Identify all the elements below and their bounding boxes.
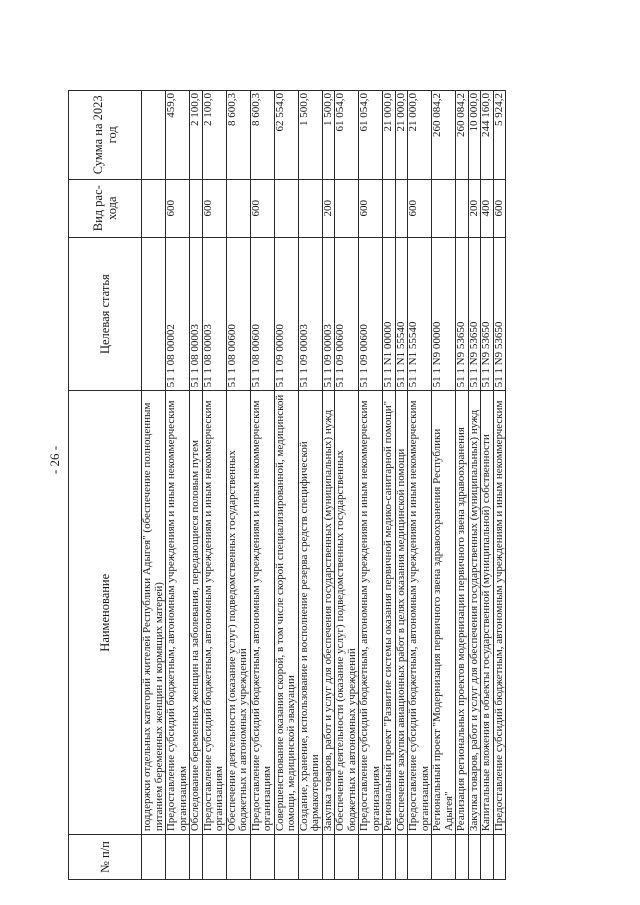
row-code: 51 1 N9 53650: [493, 237, 506, 391]
table-row: [335, 91, 359, 880]
row-code: 51 1 N9 53650: [468, 237, 481, 391]
table-row: [298, 91, 322, 880]
table-row: [395, 91, 408, 880]
row-number: [383, 835, 396, 880]
row-code: 51 1 08 00003: [202, 237, 226, 391]
table-row: [322, 91, 335, 880]
row-expense-type: 600: [493, 179, 506, 237]
table-header-row: [69, 91, 142, 880]
header-name: Наименование: [69, 391, 142, 835]
row-expense-type: 200: [468, 179, 481, 237]
row-expense-type: [432, 179, 456, 237]
row-amount: 1 500,0: [298, 91, 322, 180]
row-number: [493, 835, 506, 880]
row-expense-type: [456, 179, 469, 237]
row-name: Обеспечение деятельности (оказание услуг) подведомственных государственных бюджетных и автономных учреждений: [335, 391, 359, 835]
row-expense-type: [274, 179, 298, 237]
row-amount: 21 000,0: [383, 91, 396, 180]
row-name: Предоставление субсидий бюджетным, автономным учреждениям и иным некоммерческим организациям: [202, 391, 226, 835]
row-name: Капитальные вложения в объекты государственной (муниципальной) собственности: [481, 391, 494, 835]
row-number: [142, 835, 166, 880]
row-amount: 1 500,0: [322, 91, 335, 180]
row-expense-type: 600: [408, 179, 432, 237]
row-code: 51 1 N1 00000: [383, 237, 396, 391]
row-number: [322, 835, 335, 880]
row-name: Обеспечение деятельности (оказание услуг) подведомственных государственных бюджетных и автономных учреждений: [226, 391, 250, 835]
row-name: Совершенствование оказания скорой, в том числе скорой специализированной, медицинской помощи, медицинской эвакуации: [274, 391, 298, 835]
table-row: [250, 91, 274, 880]
row-number: [190, 835, 203, 880]
row-expense-type: 600: [359, 179, 383, 237]
row-amount: 2 100,0: [190, 91, 203, 180]
row-code: 51 1 N1 55540: [408, 237, 432, 391]
table-row: [456, 91, 469, 880]
row-name: Обследование беременных женщин на заболевания, передающиеся половым путем: [190, 391, 203, 835]
row-number: [226, 835, 250, 880]
row-number: [166, 835, 190, 880]
rotated-page: [68, 90, 560, 880]
row-name: Закупка товаров, работ и услуг для обеспечения государственных (муниципальных) нужд: [322, 391, 335, 835]
row-expense-type: 200: [322, 179, 335, 237]
table-row: [359, 91, 383, 880]
row-number: [432, 835, 456, 880]
row-amount: 459,0: [166, 91, 190, 180]
row-code: 51 1 09 00600: [335, 237, 359, 391]
row-number: [468, 835, 481, 880]
row-expense-type: 600: [202, 179, 226, 237]
row-name: Закупка товаров, работ и услуг для обеспечения государственных (муниципальных) нужд: [468, 391, 481, 835]
row-amount: 62 554,0: [274, 91, 298, 180]
row-code: 51 1 09 00000: [274, 237, 298, 391]
row-name: Обеспечение закупки авиационных работ в целях оказания медицинской помощи: [395, 391, 408, 835]
table-row: [432, 91, 456, 880]
row-code: 51 1 N9 00000: [432, 237, 456, 391]
row-code: 51 1 09 00003: [298, 237, 322, 391]
row-amount: 21 000,0: [408, 91, 432, 180]
row-expense-type: [190, 179, 203, 237]
row-name: Реализация региональных проектов модернизации первичного звена здравоохранения: [456, 391, 469, 835]
table-row: [274, 91, 298, 880]
row-number: [408, 835, 432, 880]
row-amount: 8 600,3: [226, 91, 250, 180]
row-name: Предоставление субсидий бюджетным, автономным учреждениям и иным некоммерческим организациям: [408, 391, 432, 835]
table-body: [142, 91, 506, 880]
table-row: [202, 91, 226, 880]
row-number: [274, 835, 298, 880]
table-row: [142, 91, 166, 880]
row-amount: 260 084,2: [432, 91, 456, 180]
header-sum: Сумма на 2023 год: [69, 91, 142, 180]
row-code: 51 1 08 00002: [166, 237, 190, 391]
row-code: [142, 237, 166, 391]
header-code: Целевая статья: [69, 237, 142, 391]
row-name: Предоставление субсидий бюджетным, автономным учреждениям и иным некоммерческим организациям: [166, 391, 190, 835]
row-number: [395, 835, 408, 880]
table-row: [481, 91, 494, 880]
table-row: [408, 91, 432, 880]
table-row: [166, 91, 190, 880]
row-amount: 8 600,3: [250, 91, 274, 180]
row-amount: 260 084,2: [456, 91, 469, 180]
row-expense-type: 600: [250, 179, 274, 237]
row-code: 51 1 08 00600: [250, 237, 274, 391]
row-code: 51 1 N9 53650: [481, 237, 494, 391]
header-num: № п/п: [69, 835, 142, 880]
row-expense-type: [298, 179, 322, 237]
row-expense-type: [226, 179, 250, 237]
row-code: 51 1 09 00003: [322, 237, 335, 391]
table-row: [493, 91, 506, 880]
row-number: [250, 835, 274, 880]
row-number: [481, 835, 494, 880]
row-amount: 10 000,0: [468, 91, 481, 180]
row-code: 51 1 N1 55540: [395, 237, 408, 391]
row-name: Региональный проект "Модернизация первичного звена здравоохранения Республики Адыгея": [432, 391, 456, 835]
row-expense-type: [395, 179, 408, 237]
row-name: Предоставление субсидий бюджетным, автономным учреждениям и иным некоммерческим организациям: [359, 391, 383, 835]
row-amount: 61 054,0: [335, 91, 359, 180]
row-amount: 244 160,0: [481, 91, 494, 180]
table-row: [383, 91, 396, 880]
table-row: [190, 91, 203, 880]
table-row: [468, 91, 481, 880]
row-name: Предоставление субсидий бюджетным, автономным учреждениям и иным некоммерческим: [493, 391, 506, 835]
row-code: 51 1 09 00600: [359, 237, 383, 391]
header-vid: Вид рас-хода: [69, 179, 142, 237]
page-number: - 26 -: [47, 445, 62, 475]
row-amount: 2 100,0: [202, 91, 226, 180]
table-row: [226, 91, 250, 880]
row-number: [202, 835, 226, 880]
row-number: [335, 835, 359, 880]
row-expense-type: 600: [166, 179, 190, 237]
row-amount: 21 000,0: [395, 91, 408, 180]
row-expense-type: [142, 179, 166, 237]
row-code: 51 1 08 00600: [226, 237, 250, 391]
row-number: [456, 835, 469, 880]
row-number: [298, 835, 322, 880]
row-expense-type: 400: [481, 179, 494, 237]
row-name: Региональный проект "Развитие системы оказания первичной медико-санитарной помощи": [383, 391, 396, 835]
row-amount: 61 054,0: [359, 91, 383, 180]
row-code: 51 1 N9 53650: [456, 237, 469, 391]
row-name: Предоставление субсидий бюджетным, автономным учреждениям и иным некоммерческим организациям: [250, 391, 274, 835]
row-number: [359, 835, 383, 880]
row-expense-type: [383, 179, 396, 237]
row-amount: [142, 91, 166, 180]
row-expense-type: [335, 179, 359, 237]
row-code: 51 1 08 00003: [190, 237, 203, 391]
row-name: Создание, хранение, использование и восполнение резерва средств специфической фармакотерапии: [298, 391, 322, 835]
row-amount: 5 924,2: [493, 91, 506, 180]
row-name: поддержки отдельных категорий жителей Республики Адыгея" (обеспечение полноценным питанием беременных женщин и кормящих матерей): [142, 391, 166, 835]
budget-table: [68, 90, 506, 880]
